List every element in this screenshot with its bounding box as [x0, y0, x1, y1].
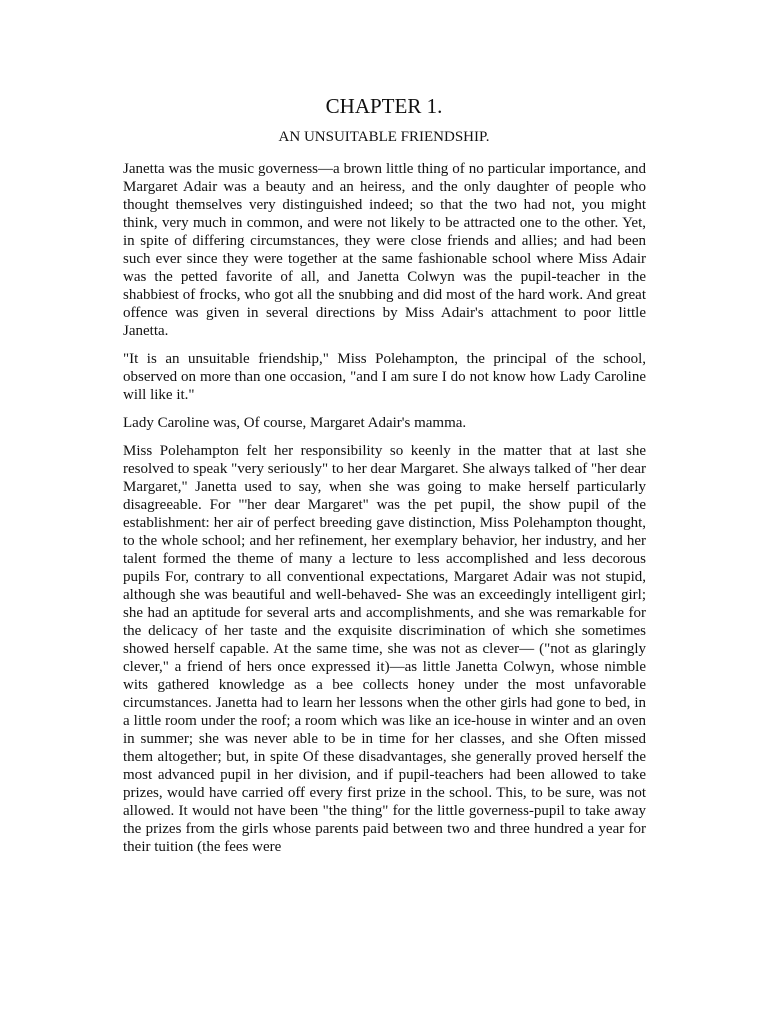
paragraph-2: "It is an unsuitable friendship," Miss Polehampton, the principal of the school, observed on more than one occasion, "and I am sure I do not know how Lady Caroline will like it." [123, 351, 646, 403]
body-text [123, 160, 646, 866]
paragraph-1: Janetta was the music governess—a brown little thing of no particular importance, and Margaret Adair was a beauty and an heiress, and the only daughter of people who thought themselves very distinguished indeed; so that the two had not, you might think, very much in common, and were not likely to be attracted one to the other. Yet, in spite of differing circumstances, they were close friends and allies; and had been such ever since they were together at the same fashionable school where Miss Adair was the petted favorite of all, and Janetta Colwyn was the pupil-teacher in the shabbiest of frocks, who got all the snubbing and did most of the hard work. And great offence was given in several directions by Miss Adair's attachment to poor little Janetta. [123, 161, 646, 339]
chapter-title: CHAPTER 1. [325, 94, 443, 118]
chapter-subtitle: AN UNSUITABLE FRIENDSHIP. [278, 129, 490, 145]
paragraph-4: Miss Polehampton felt her responsibility so keenly in the matter that at last she resolved to speak "very seriously" to her dear Margaret. She always talked of "her dear Margaret," Janetta used to say, when she was going to make herself particularly disagreeable. For "'her dear Margaret" was the pet pupil, the show pupil of the establishment: her air of perfect breeding gave distinction, Miss Polehampton thought, to the whole school; and her refinement, her exemplary behavior, her industry, and her talent formed the theme of many a lecture to less accomplished and less decorous pupils For, contrary to all conventional expectations, Margaret Adair was not stupid, although she was beautiful and well-behaved- She was an exceedingly intelligent girl; she had an aptitude for several arts and accomplishments, and she was remarkable for the delicacy of her taste and the exquisite discrimination of which she sometimes showed herself capable. At the same time, she was not as clever— ("not as glaringly clever," a friend of hers once expressed it)—as little Janetta Colwyn, whose nimble wits gathered knowledge as a bee collects honey under the most unfavorable circumstances. Janetta had to learn her lessons when the other girls had gone to bed, in a little room under the roof; a room which was like an ice-house in winter and an oven in summer; she was never able to be in time for her classes, and she Often missed them altogether; but, in spite Of these disadvantages, she generally proved herself the most advanced pupil in her division, and if pupil-teachers had been allowed to take prizes, would have carried off every first prize in the school. This, to be sure, was not allowed. It would not have been "the thing" for the little governess-pupil to take away the prizes from the girls whose parents paid between two and three hundred a year for their tuition (the fees were [123, 443, 646, 855]
paragraph-3: Lady Caroline was, Of course, Margaret Adair's mamma. [123, 415, 467, 431]
